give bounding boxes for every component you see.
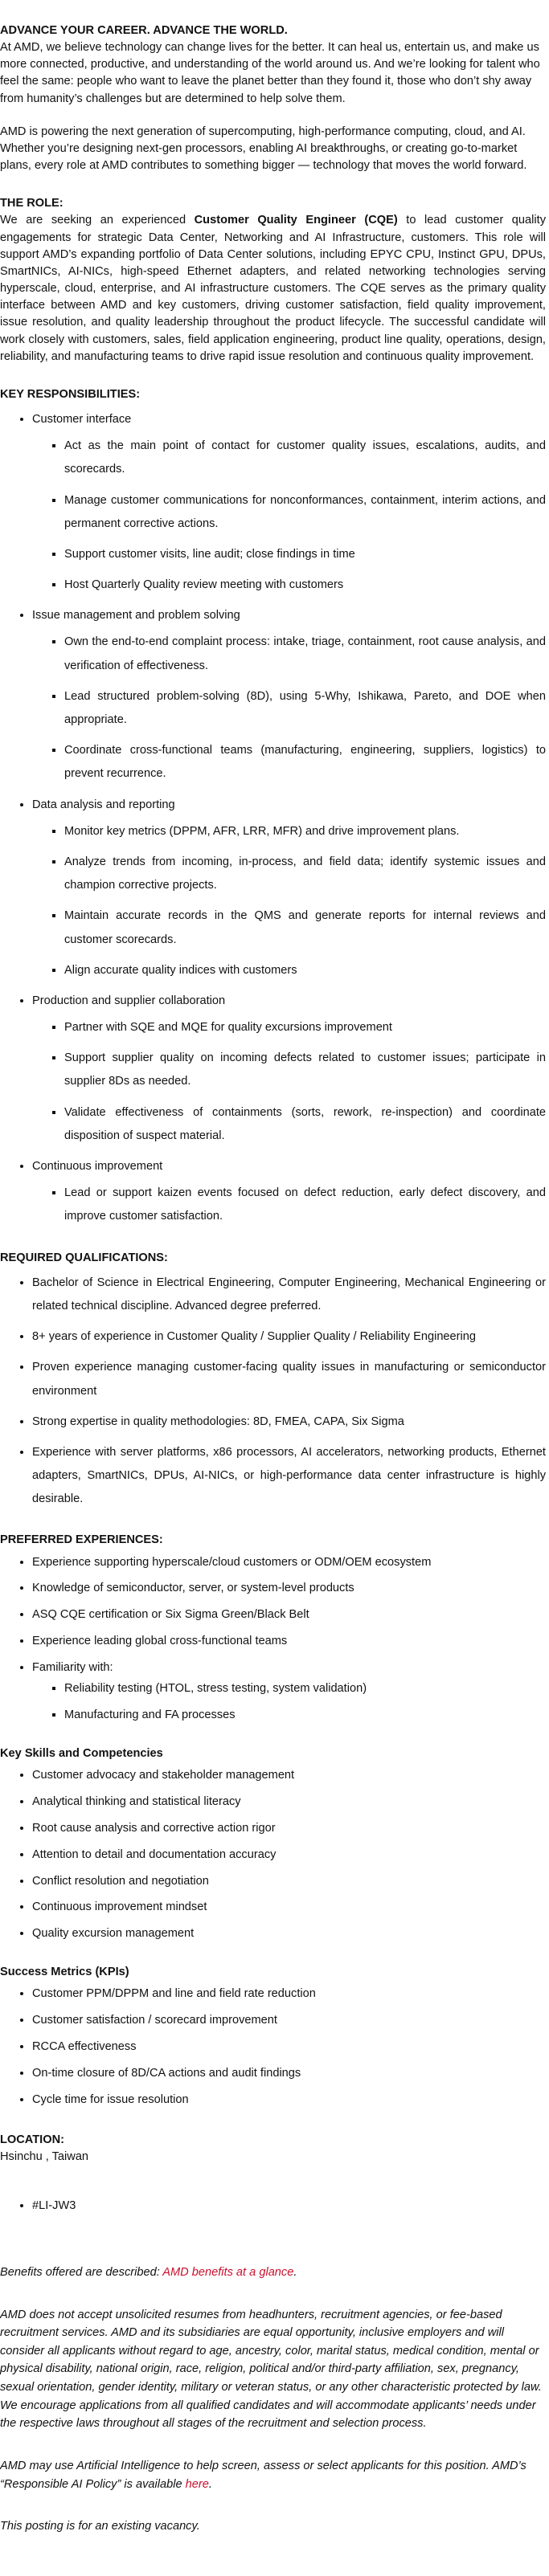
vacancy-note: This posting is for an existing vacancy. [0,2520,200,2533]
list-item: ▪ Own the end-to-end complaint process: intake, triage, containment, root cause analysis, and verification of effectiveness. [64,631,546,677]
intro-paragraph-1: At AMD, we believe technology can change lives for the better. It can heal us, entertain us, and make us more connected, productive, and understanding of the world around us. And we’re looking for talent who feel the same: people who want to leave the planet better than they found it, those who don’t shy away from humanity’s challenges but are determined to help solve them. [0,41,540,105]
benefits-link[interactable]: AMD benefits at a glance [162,2266,294,2280]
location-section [0,2132,546,2166]
skills-heading: Key Skills and Competencies [0,1746,163,1760]
role-description [0,212,546,365]
role-text-after: to lead customer quality engagements for strategic Data Center, Networking and AI Infrastructure, customers. This role will support AMD’s expanding portfolio of Data Center solutions, including EPYC CPU, Instinct GPU, DPUs, SmartNICs, AI-NICs, high-speed Ethernet adapters, and related networking technologies serving hyperscale, cloud, enterprise, and AI infrastructure customers. The CQE serves as the primary quality interface between AMD and key customers, driving customer satisfaction, field quality improvement, issue resolution, and quality leadership throughout the product lifecycle. The successful candidate will work closely with customers, sales, field application engineering, product line quality, operations, design, reliability, and manufacturing teams to drive rapid issue resolution and continuous quality improvement. [0,214,546,363]
group-items [32,631,546,786]
list-item: • ASQ CQE certification or Six Sigma Green/Black Belt [32,1606,546,1624]
list-item: ▪ Validate effectiveness of containments (sorts, rework, re-inspection) and coordinate disposition of suspect material. [64,1101,546,1148]
list-item: ▪ Lead or support kaizen events focused on defect reduction, early defect discovery, and improve customer satisfaction. [64,1182,546,1228]
required-list [0,1272,546,1512]
list-item: • Root cause analysis and corrective action rigor [32,1820,546,1838]
preferred-heading: PREFERRED EXPERIENCES: [0,1533,163,1547]
hashtag: • #LI-JW3 [32,2198,546,2215]
skills-section [0,1745,546,1943]
list-item: ▪ Manage customer communications for nonconformances, containment, interim actions, and permanent corrective actions. [64,489,546,536]
required-qualifications-section [0,1250,546,1512]
list-item: • Customer PPM/DPPM and line and field rate reduction [32,1986,546,2003]
list-item: • Customer satisfaction / scorecard improvement [32,2012,546,2030]
responsibility-group-data-analysis [32,794,546,982]
responsibility-group-production-supplier [32,990,546,1148]
list-item: • Bachelor of Science in Electrical Engineering, Computer Engineering, Mechanical Engineering or related technical discipline. Advanced degree preferred. [32,1272,546,1318]
benefits-end: . [293,2266,297,2280]
group-title: Continuous improvement [32,1160,163,1174]
list-item: ▪ Partner with SQE and MQE for quality excursions improvement [64,1016,546,1039]
responsibility-group-customer-interface [32,408,546,597]
list-item: • 8+ years of experience in Customer Quality / Supplier Quality / Reliability Engineering [32,1325,546,1349]
preferred-experiences-section [0,1532,546,1724]
list-item: • Proven experience managing customer-facing quality issues in manufacturing or semiconductor environment [32,1356,546,1402]
responsibility-group-issue-management [32,604,546,786]
location-heading: LOCATION: [0,2133,64,2146]
location-value: Hsinchu , Taiwan [0,2149,89,2163]
responsibilities-section [0,386,546,1229]
kpis-heading: Success Metrics (KPIs) [0,1966,129,1979]
group-items [32,1016,546,1148]
ai-policy-link[interactable]: here [185,2477,209,2491]
familiarity-item [32,1659,546,1725]
ai-policy-line [0,2457,546,2493]
list-item: ▪ Monitor key metrics (DPPM, AFR, LRR, MFR) and drive improvement plans. [64,820,546,843]
group-title: Production and supplier collaboration [32,994,226,1007]
skills-list [0,1767,546,1943]
role-text-before: We are seeking an experienced [0,214,195,227]
group-title: Data analysis and reporting [32,798,175,811]
list-item: ▪ Host Quarterly Quality review meeting with customers [64,574,546,597]
ai-policy-text: AMD may use Artificial Intelligence to help screen, assess or select applicants for this position. AMD’s “Responsible AI Policy” is available [0,2459,526,2491]
list-item: • Strong expertise in quality methodologies: 8D, FMEA, CAPA, Six Sigma [32,1410,546,1434]
list-item: ▪ Coordinate cross-functional teams (manufacturing, engineering, suppliers, logistics) to prevent recurrence. [64,739,546,786]
group-items [32,1182,546,1228]
responsibilities-heading: KEY RESPONSIBILITIES: [0,387,141,401]
role-title-bold: Customer Quality Engineer (CQE) [194,214,398,227]
list-item: ▪ Analyze trends from incoming, in-process, and field data; identify systemic issues and champion corrective projects. [64,851,546,897]
list-item: • Knowledge of semiconductor, server, or system-level products [32,1580,546,1598]
list-item: • Customer advocacy and stakeholder management [32,1767,546,1785]
group-items [32,435,546,597]
eeo-statement: AMD does not accept unsolicited resumes from headhunters, recruitment agencies, or fee-based recruitment services. AMD and its subsidiaries are equal opportunity, inclusive employers and will consider all applicants without regard to age, ancestry, color, marital status, medical condition, mental or physical disability, national origin, race, religion, political and/or third-party affiliation, sex, pregnancy, sexual orientation, gender identity, military or veteran status, or any other characteristic protected by law. We encourage applications from all qualified candidates and will accommodate applicants’ needs under the respective laws throughout all stages of the recruitment and selection process. [0,2308,542,2431]
list-item: • Quality excursion management [32,1925,546,1943]
list-item: • Experience supporting hyperscale/cloud customers or ODM/OEM ecosystem [32,1554,546,1572]
list-item: ▪ Support customer visits, line audit; close findings in time [64,543,546,566]
footer-section [0,2264,546,2536]
role-heading: THE ROLE: [0,197,64,210]
list-item: • Experience leading global cross-functional teams [32,1633,546,1651]
role-section [0,195,546,365]
list-item: ▪ Manufacturing and FA processes [64,1707,546,1725]
group-title: Customer interface [32,412,132,426]
kpis-section [0,1964,546,2109]
intro-headline: ADVANCE YOUR CAREER. ADVANCE THE WORLD. [0,24,288,37]
list-item: • RCCA effectiveness [32,2039,546,2056]
list-item: ▪ Align accurate quality indices with customers [64,959,546,982]
intro-section [0,22,546,174]
list-item: • Conflict resolution and negotiation [32,1873,546,1891]
preferred-list [0,1554,546,1725]
list-item: • Cycle time for issue resolution [32,2092,546,2109]
benefits-text: Benefits offered are described: [0,2266,163,2280]
list-item: • Continuous improvement mindset [32,1899,546,1917]
group-items [32,820,546,982]
required-heading: REQUIRED QUALIFICATIONS: [0,1251,168,1264]
list-item: • Attention to detail and documentation accuracy [32,1847,546,1864]
kpis-list [0,1986,546,2109]
list-item: ▪ Reliability testing (HTOL, stress testing, system validation) [64,1680,546,1698]
responsibilities-list [0,408,546,1229]
intro-paragraph-2: AMD is powering the next generation of supercomputing, high-performance computing, cloud, and AI. Whether you’re designing next-gen processors, enabling AI breakthroughs, or creating go-to-market plans, every role at AMD contributes to something bigger — technology that moves the world forward. [0,125,527,173]
list-item: ▪ Lead structured problem-solving (8D), using 5-Why, Ishikawa, Pareto, and DOE when appropriate. [64,685,546,732]
list-item: ▪ Support supplier quality on incoming defects related to customer issues; participate in supplier 8Ds as needed. [64,1047,546,1093]
list-item: ▪ Act as the main point of contact for customer quality issues, escalations, audits, and scorecards. [64,435,546,481]
familiarity-list [32,1680,546,1725]
familiarity-title: Familiarity with: [32,1661,113,1675]
group-title: Issue management and problem solving [32,609,240,623]
hashtag-list [0,2198,546,2215]
responsibility-group-continuous-improvement [32,1155,546,1229]
list-item: • Analytical thinking and statistical literacy [32,1794,546,1811]
ai-policy-end: . [208,2477,212,2491]
list-item: • Experience with server platforms, x86 processors, AI accelerators, networking products, Ethernet adapters, SmartNICs, DPUs, AI-NICs, or high-performance data center infrastructure is highly desirable. [32,1441,546,1512]
list-item: ▪ Maintain accurate records in the QMS and generate reports for internal reviews and customer scorecards. [64,904,546,951]
benefits-line [0,2264,546,2282]
list-item: • On-time closure of 8D/CA actions and audit findings [32,2065,546,2083]
